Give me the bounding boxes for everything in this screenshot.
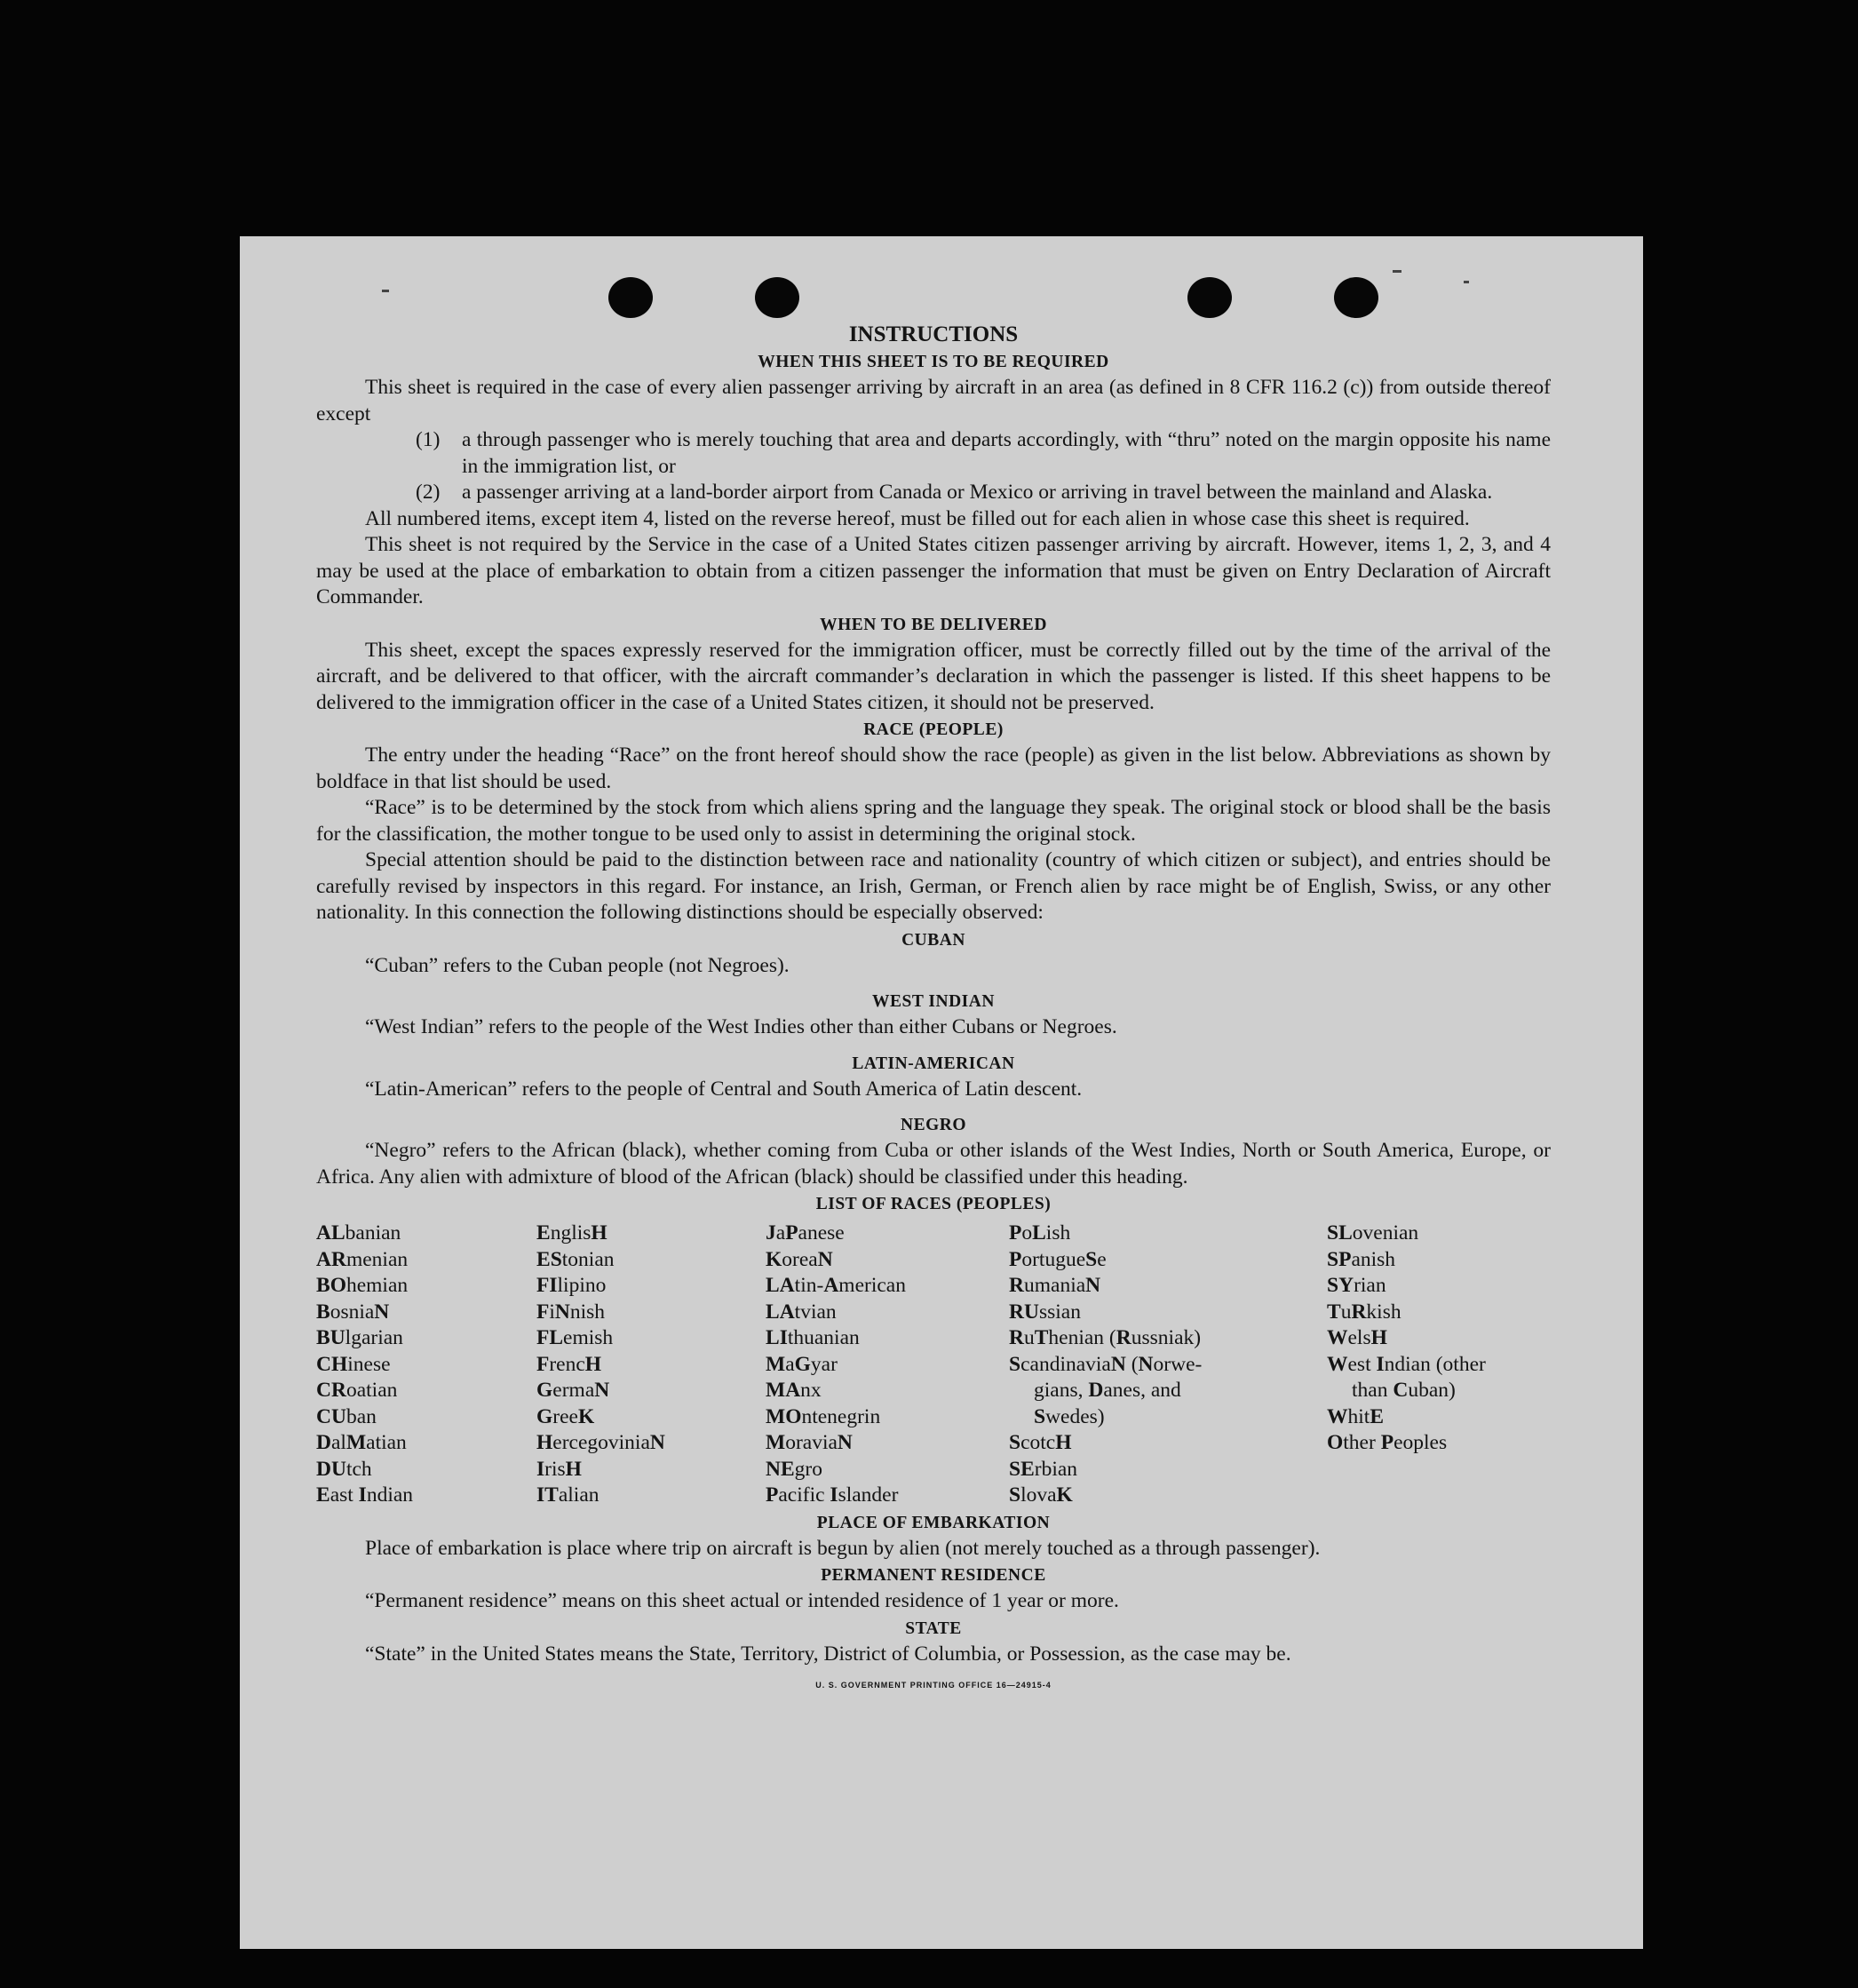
race-column <box>766 1221 1009 1509</box>
race-entry: ARmenian <box>316 1247 409 1271</box>
race-entry: FiNnish <box>536 1300 606 1324</box>
race-entry: LAtvian <box>766 1300 837 1324</box>
instructions-text <box>316 322 1551 1699</box>
paragraph: All numbered items, except item 4, listed on the reverse hereof, must be filled out for each alien in whose case this sheet is required. <box>365 506 1470 530</box>
race-entry: RumaniaN <box>1009 1274 1101 1297</box>
paragraph: “Latin-American” refers to the people of Central and South America of Latin descent. <box>365 1077 1083 1101</box>
race-entry: WelsH <box>1327 1326 1387 1349</box>
paragraph: “Race” is to be determined by the stock from which aliens spring and the language they speak. The original stock or blood shall be the basis for the classification, the mother tongue to be used only to assist in determining the original stock. <box>316 796 1551 846</box>
race-entry: JaPanese <box>766 1221 845 1244</box>
race-column <box>316 1221 536 1509</box>
scan-speck <box>1464 281 1469 283</box>
race-entry: TuRkish <box>1327 1300 1401 1324</box>
section-heading: RACE (PEOPLE) <box>863 720 1004 739</box>
punch-hole <box>755 277 799 318</box>
race-entry: NEgro <box>766 1457 822 1481</box>
race-entry: ALbanian <box>316 1221 401 1244</box>
printer-imprint: U. S. GOVERNMENT PRINTING OFFICE 16—24915-4 <box>815 1681 1052 1690</box>
race-entry: CRoatian <box>316 1379 398 1402</box>
paragraph: This sheet, except the spaces expressly reserved for the immigration officer, must be correctly filled out by the time of the arrival of the aircraft, and be delivered to that officer, with the aircraft commander’s declaration in which the passenger is listed. If this sheet happens to be delivered to the immigration officer in the case of a United States citizen, it should not be preserved. <box>316 638 1551 714</box>
race-entry: SlovaK <box>1009 1483 1073 1507</box>
race-entry: FLemish <box>536 1326 614 1349</box>
paragraph: This sheet is required in the case of every alien passenger arriving by aircraft in an area (as defined in 8 CFR 116.2 (c)) from outside thereof except <box>316 376 1551 425</box>
section-heading: LATIN-AMERICAN <box>852 1054 1015 1073</box>
race-entry: SYrian <box>1327 1274 1386 1297</box>
race-entry: WhitE <box>1327 1404 1384 1428</box>
paragraph: This sheet is not required by the Service in the case of a United States citizen passenger arriving by aircraft. However, items 1, 2, 3, and 4 may be used at the place of embarkation to obtain from a citizen passenger the information that must be given on Entry Declaration of Aircraft Commander. <box>316 533 1551 608</box>
race-entry: IrisH <box>536 1457 582 1481</box>
section-heading: WHEN TO BE DELIVERED <box>820 615 1047 634</box>
race-column <box>536 1221 766 1509</box>
paragraph: Special attention should be paid to the distinction between race and nationality (country of which citizen or subject), and entries should be carefully revised by inspectors in this regard. For instance, an Irish, German, or French alien by race might be of English, Swiss, or any other nationality. In this connection the following distinctions should be especially observed: <box>316 848 1551 924</box>
document-sheet <box>240 236 1643 1949</box>
race-column <box>1327 1221 1551 1509</box>
section-heading: CUBAN <box>901 930 965 950</box>
race-entry: BosniaN <box>316 1300 390 1324</box>
race-entry: ScandinaviaN (Norwe- <box>1009 1352 1203 1376</box>
race-entry: SLovenian <box>1327 1221 1419 1244</box>
section-heading: STATE <box>905 1618 962 1638</box>
race-entry: LAtin-American <box>766 1274 906 1297</box>
race-entry: PortugueSe <box>1009 1247 1107 1271</box>
paragraph: “West Indian” refers to the people of the West Indies other than either Cubans or Negroes. <box>365 1015 1117 1038</box>
race-entry-continued: gians, Danes, and <box>1034 1379 1181 1402</box>
list-item <box>416 480 1551 506</box>
race-entry: CHinese <box>316 1352 391 1376</box>
race-entry: KoreaN <box>766 1247 833 1271</box>
race-entry-continued: than Cuban) <box>1352 1379 1456 1402</box>
race-entry: EStonian <box>536 1247 615 1271</box>
race-entry: MoraviaN <box>766 1431 853 1454</box>
race-entry: SPanish <box>1327 1247 1396 1271</box>
race-entry: RUssian <box>1009 1300 1081 1324</box>
race-entry: MAnx <box>766 1379 822 1402</box>
item-text: a passenger arriving at a land-border airport from Canada or Mexico or arriving in travel between the mainland and Alaska. <box>462 481 1493 504</box>
scan-speck <box>382 290 389 292</box>
punch-hole <box>1187 277 1232 318</box>
race-column <box>1009 1221 1327 1509</box>
race-entry: MaGyar <box>766 1352 838 1376</box>
race-entry-continued: Swedes) <box>1034 1404 1105 1428</box>
race-entry: GreeK <box>536 1404 595 1428</box>
race-entry: East Indian <box>316 1483 414 1507</box>
paragraph: “Negro” refers to the African (black), whether coming from Cuba or other islands of the West Indies, North or South America, Europe, or Africa. Any alien with admixture of blood of the African (black) should be classified under this heading. <box>316 1139 1551 1189</box>
race-entry: GermaN <box>536 1379 610 1402</box>
punch-hole <box>1334 277 1378 318</box>
race-entry: RuThenian (Russniak) <box>1009 1326 1202 1349</box>
paragraph: Place of embarkation is place where trip on aircraft is begun by alien (not merely touched as a through passenger). <box>365 1536 1321 1560</box>
section-heading: WEST INDIAN <box>872 992 995 1011</box>
race-list <box>316 1221 1551 1509</box>
page-title: INSTRUCTIONS <box>848 322 1019 346</box>
scan-speck <box>1393 270 1401 273</box>
item-text: a through passenger who is merely touching that area and departs accordingly, with “thru” noted on the margin opposite his name in the immigration list, or <box>462 428 1551 478</box>
section-heading: LIST OF RACES (PEOPLES) <box>815 1195 1052 1213</box>
list-item <box>416 427 1551 480</box>
race-entry: HercegoviniaN <box>536 1431 665 1454</box>
section-heading: PERMANENT RESIDENCE <box>821 1566 1046 1585</box>
paragraph: “Permanent residence” means on this sheet actual or intended residence of 1 year or more. <box>365 1589 1119 1612</box>
race-entry: PoLish <box>1009 1221 1071 1244</box>
section-heading: NEGRO <box>900 1116 966 1134</box>
race-entry: FIlipino <box>536 1274 607 1297</box>
paragraph: The entry under the heading “Race” on the front hereof should show the race (people) as given in the list below. Abbreviations as shown by boldface in that list should be used. <box>316 744 1551 793</box>
paragraph: “State” in the United States means the State, Territory, District of Columbia, or Possession, as the case may be. <box>365 1642 1291 1666</box>
item-number: (2) <box>416 481 441 504</box>
paragraph: “Cuban” refers to the Cuban people (not Negroes). <box>365 953 790 977</box>
race-entry: BOhemian <box>316 1274 409 1297</box>
race-entry: ITalian <box>536 1483 599 1507</box>
item-number: (1) <box>416 428 441 451</box>
race-entry: Pacific Islander <box>766 1483 899 1507</box>
race-entry: ScotcH <box>1009 1431 1072 1454</box>
race-entry: BUlgarian <box>316 1326 403 1349</box>
race-entry: DUtch <box>316 1457 372 1481</box>
race-entry: SErbian <box>1009 1457 1078 1481</box>
race-entry: West Indian (other <box>1327 1352 1486 1376</box>
race-entry: LIthuanian <box>766 1326 860 1349</box>
race-entry: DalMatian <box>316 1431 407 1454</box>
race-entry: EnglisH <box>536 1221 607 1244</box>
race-entry: CUban <box>316 1404 377 1428</box>
race-entry: MOntenegrin <box>766 1404 881 1428</box>
section-heading: PLACE OF EMBARKATION <box>816 1513 1051 1532</box>
race-entry: FrencH <box>536 1352 602 1376</box>
race-entry: Other Peoples <box>1327 1431 1448 1454</box>
section-heading: WHEN THIS SHEET IS TO BE REQUIRED <box>758 353 1109 371</box>
punch-hole <box>608 277 653 318</box>
